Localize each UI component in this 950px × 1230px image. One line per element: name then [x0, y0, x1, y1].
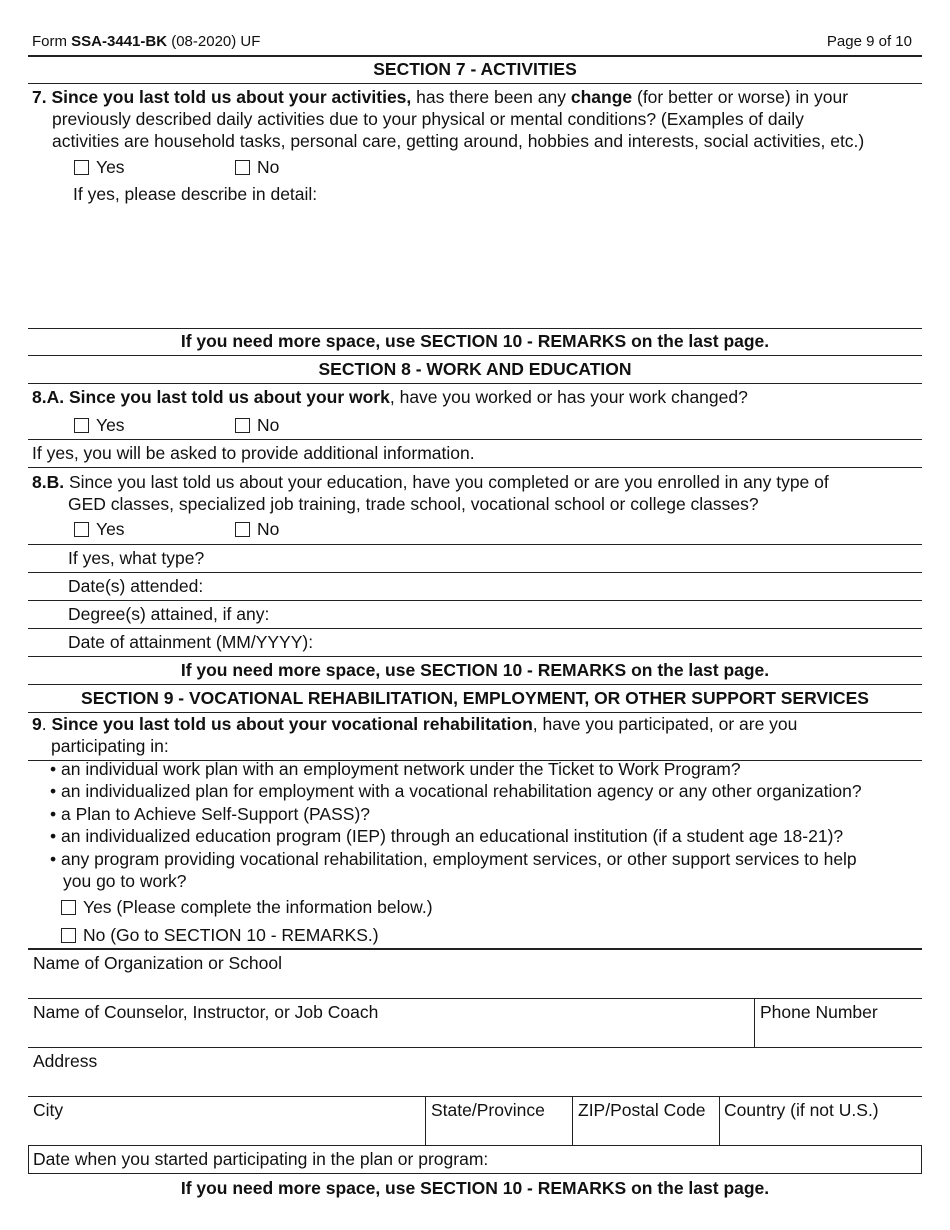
org-field[interactable] [28, 976, 922, 996]
q9-no-label: No (Go to SECTION 10 - REMARKS.) [83, 925, 379, 945]
q8b-date-attain-label: Date of attainment (MM/YYYY): [68, 632, 314, 652]
divider [28, 1145, 29, 1173]
divider [28, 600, 922, 601]
divider [754, 998, 755, 1047]
divider [28, 1047, 922, 1048]
section9-title: SECTION 9 - VOCATIONAL REHABILITATION, EMPLOYMENT, OR OTHER SUPPORT SERVICES [81, 688, 869, 708]
divider [28, 83, 922, 84]
q9-bullet: • an individualized education program (IEP) through an educational institution (if a student age 18-21)? [50, 826, 844, 846]
q9-line2: participating in: [51, 736, 169, 756]
divider [425, 1096, 426, 1145]
zip-label: ZIP/Postal Code [578, 1100, 706, 1120]
q9-bullet: • a Plan to Achieve Self-Support (PASS)? [50, 804, 370, 824]
section7-title: SECTION 7 - ACTIVITIES [373, 59, 577, 79]
divider [28, 1145, 922, 1146]
q7-line2: previously described daily activities due to your physical or mental conditions? (Examples of daily [52, 109, 804, 129]
more-space-note: If you need more space, use SECTION 10 - REMARKS on the last page. [180, 1178, 770, 1198]
more-space-note: If you need more space, use SECTION 10 - REMARKS on the last page. [180, 660, 770, 680]
divider [28, 628, 922, 629]
country-label: Country (if not U.S.) [724, 1100, 879, 1120]
divider [28, 1096, 922, 1097]
divider [28, 684, 922, 685]
q8b-no-label: No [257, 519, 280, 539]
q8a-text: 8.A. Since you last told us about your work, have you worked or has your work changed? [32, 387, 748, 407]
phone-label: Phone Number [760, 1002, 878, 1022]
form-id: Form SSA-3441-BK (08-2020) UF [32, 33, 261, 50]
q9-bullet: • any program providing vocational rehabilitation, employment services, or other support services to help [50, 849, 857, 869]
q8b-no-checkbox[interactable] [235, 522, 250, 537]
divider [28, 355, 922, 356]
section8-title: SECTION 8 - WORK AND EDUCATION [318, 359, 632, 379]
divider [28, 467, 922, 468]
divider [28, 439, 922, 440]
q8b-line2: GED classes, specialized job training, trade school, vocational school or college classes? [68, 494, 759, 514]
q7-line3: activities are household tasks, personal care, getting around, hobbies and interests, social activities, etc.) [52, 131, 865, 151]
q9-no-checkbox[interactable] [61, 928, 76, 943]
counselor-label: Name of Counselor, Instructor, or Job Coach [33, 1002, 379, 1022]
divider [921, 1145, 922, 1173]
q9-line1: 9. Since you last told us about your vocational rehabilitation, have you participated, or are you [32, 714, 798, 734]
divider [28, 656, 922, 657]
q8b-dates-label: Date(s) attended: [68, 576, 204, 596]
q8a-no-checkbox[interactable] [235, 418, 250, 433]
q7-describe-label: If yes, please describe in detail: [73, 184, 318, 204]
divider [719, 1096, 720, 1145]
q9-yes-label: Yes (Please complete the information below.) [83, 897, 433, 917]
city-label: City [33, 1100, 64, 1120]
q7-describe-field[interactable] [73, 208, 922, 326]
page-number: Page 9 of 10 [826, 33, 912, 50]
q7-no-label: No [257, 157, 280, 177]
q7-yes-label: Yes [96, 157, 125, 177]
q7-yes-checkbox[interactable] [74, 160, 89, 175]
q9-bullet-continued: you go to work? [63, 871, 187, 891]
header-divider [28, 55, 922, 57]
q8a-yes-checkbox[interactable] [74, 418, 89, 433]
divider [28, 948, 922, 950]
q8b-line1: 8.B. Since you last told us about your education, have you completed or are you enrolled in any type of [32, 472, 829, 492]
state-label: State/Province [431, 1100, 545, 1120]
q8b-type-label: If yes, what type? [68, 548, 205, 568]
q7-no-checkbox[interactable] [235, 160, 250, 175]
q9-yes-checkbox[interactable] [61, 900, 76, 915]
q8b-yes-label: Yes [96, 519, 125, 539]
divider [28, 998, 922, 999]
more-space-note: If you need more space, use SECTION 10 - REMARKS on the last page. [180, 331, 770, 351]
q9-bullet: • an individual work plan with an employment network under the Ticket to Work Program? [50, 759, 741, 779]
q7-line1: 7. Since you last told us about your activities, has there been any change (for better or worse) in your [32, 87, 849, 107]
divider [28, 1173, 922, 1174]
divider [572, 1096, 573, 1145]
divider [28, 383, 922, 384]
divider [28, 544, 922, 545]
q8b-yes-checkbox[interactable] [74, 522, 89, 537]
q8a-no-label: No [257, 415, 280, 435]
date-started-label: Date when you started participating in the plan or program: [33, 1149, 489, 1169]
org-label: Name of Organization or School [33, 953, 283, 973]
q8a-note: If yes, you will be asked to provide additional information. [32, 443, 475, 463]
q8b-degrees-label: Degree(s) attained, if any: [68, 604, 270, 624]
divider [28, 328, 922, 329]
q9-bullet: • an individualized plan for employment with a vocational rehabilitation agency or any other organization? [50, 781, 862, 801]
address-label: Address [33, 1051, 98, 1071]
divider [28, 572, 922, 573]
q8a-yes-label: Yes [96, 415, 125, 435]
